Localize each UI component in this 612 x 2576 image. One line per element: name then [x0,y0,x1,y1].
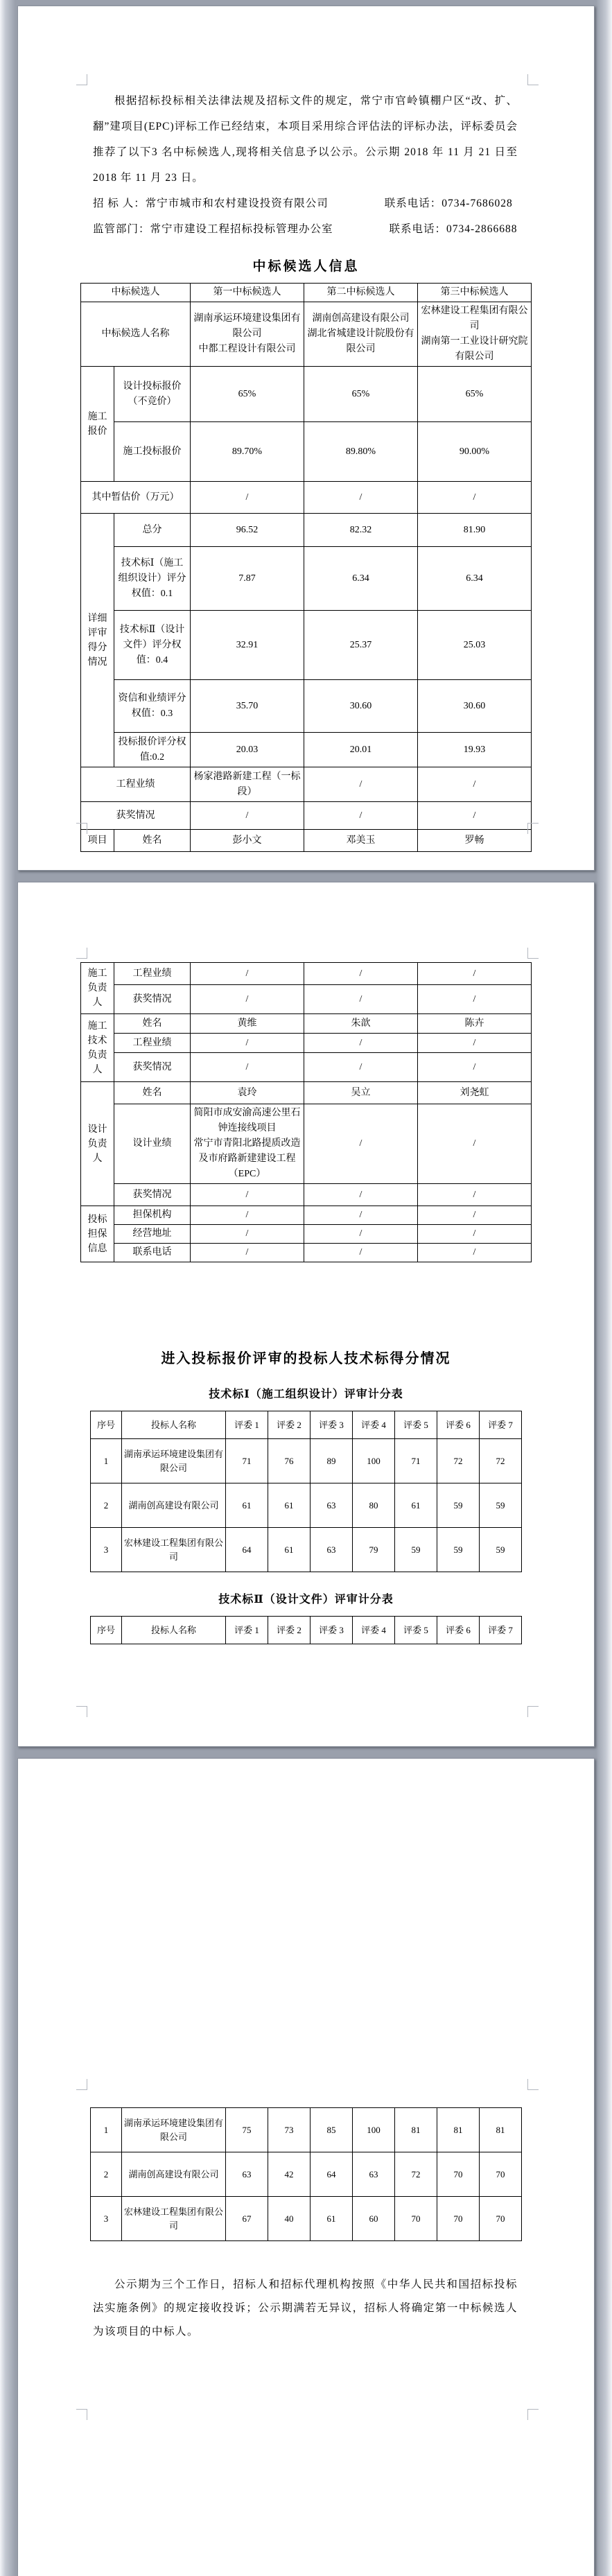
header-cell: 评委 1 [226,1617,268,1644]
score-row [91,2108,522,2152]
crop-mark-bottom-right [527,823,539,834]
label-cell: 工程业绩 [114,1034,191,1053]
value-cell: 30.60 [418,680,532,733]
regulator-line [93,216,533,242]
bidder-line [93,191,533,216]
score-cell: 80 [353,1483,395,1528]
value-cell: / [418,1184,532,1206]
value-cell: / [418,1053,532,1082]
score-cell: 70 [480,2197,522,2241]
candidates-table [80,283,532,852]
label-cell: 设计业绩 [114,1104,191,1184]
header-cell: 评委 7 [480,1411,522,1439]
group-cell: 项目 [81,830,114,852]
score-cell: 85 [311,2108,353,2152]
score-row [91,1483,522,1528]
value-cell: / [304,1053,418,1082]
score-table-2-header [90,1616,522,1644]
label-cell: 技术标Ⅱ（设计文件）评分权值：0.4 [114,611,191,680]
group-cell: 详细评审得分情况 [81,514,114,767]
score-cell: 73 [268,2108,311,2152]
value-cell: 杨家港路新建工程（一标段） [191,767,304,802]
header-cell: 投标人名称 [122,1617,226,1644]
value-cell: 黄维 [191,1014,304,1034]
value-cell: 35.70 [191,680,304,733]
value-cell: / [418,482,532,514]
value-cell: / [304,985,418,1014]
value-cell: / [191,1244,304,1262]
table-row [81,1014,532,1034]
label-cell: 获奖情况 [114,1053,191,1082]
header-cell: 评委 4 [353,1411,395,1439]
value-cell: 81.90 [418,514,532,547]
company-name: 宏林建设工程集团有限公司 [421,306,528,331]
project-name: 简阳市成安渝高速公里石钟连接线项目 [193,1108,301,1133]
label-cell: 中标候选人名称 [81,302,191,367]
table-row [81,1244,532,1262]
column-header-cell: 第三中标候选人 [418,284,532,302]
table-row [81,830,532,852]
score-cell: 3 [91,2197,122,2241]
value-cell: / [304,802,418,830]
score-cell: 42 [268,2152,311,2197]
label-cell: 获奖情况 [114,1184,191,1206]
value-cell: 89.80% [304,422,418,482]
value-cell: 90.00% [418,422,532,482]
header-cell: 序号 [91,1617,122,1644]
crop-mark-bottom-left [76,2409,87,2420]
score-cell: 59 [437,1483,480,1528]
score-cell: 61 [268,1483,311,1528]
header-cell: 评委 1 [226,1411,268,1439]
value-cell: 19.93 [418,733,532,767]
regulator-phone-label: 联系电话： [389,223,447,235]
candidate-name-cell [304,302,418,367]
table-row [81,611,532,680]
header-cell: 评委 6 [437,1617,480,1644]
value-cell: 65% [191,367,304,422]
value-cell: 20.03 [191,733,304,767]
value-cell: 邓美玉 [304,830,418,852]
table-row [81,802,532,830]
label-cell: 投标报价评分权值:0.2 [114,733,191,767]
score-cell: 40 [268,2197,311,2241]
page-3-content [18,1759,594,2344]
value-cell: / [191,1225,304,1244]
table-row [81,547,532,611]
score-table-1 [90,1411,522,1572]
score-cell: 1 [91,1439,122,1483]
label-cell: 设计投标报价（不竞价） [114,367,191,422]
label-cell: 其中暂估价（万元） [81,482,191,514]
score-cell: 59 [437,1528,480,1572]
label-cell: 姓名 [114,830,191,852]
value-cell: / [418,1034,532,1053]
value-cell: 25.37 [304,611,418,680]
score-cell: 湖南承运环境建设集团有限公司 [122,1439,226,1483]
score-table-2-title: 技术标Ⅱ（设计文件）评审计分表 [218,1594,394,1605]
crop-mark-top-right [527,74,539,85]
crop-mark-top-right [527,2079,539,2090]
label-cell: 工程业绩 [81,767,191,802]
closing-paragraph: 公示期为三个工作日，招标人和招标代理机构按照《中华人民共和国招标投标法实施条例》的规定接收投诉；公示期满若无异议，招标人将确定第一中标候选人为该项目的中标人。 [93,2279,518,2338]
score-cell: 59 [480,1483,522,1528]
value-cell: / [191,985,304,1014]
score-cell: 1 [91,2108,122,2152]
group-cell: 施工报价 [81,367,114,482]
value-cell: / [304,1225,418,1244]
label-cell: 姓名 [114,1014,191,1034]
candidate-name-cell [191,302,304,367]
score-cell: 71 [395,1439,437,1483]
value-cell: 吴立 [304,1082,418,1104]
intro-paragraph: 根据招标投标相关法律法规及招标文件的规定，常宁市官岭镇棚户区“改、扩、翻”建项目(EPC)评标工作已经结束，本项目采用综合评估法的评标办法，评标委员会推荐了以下3 名中标候选人,现将相关信息予以公示。公示期 2018 年 11 月 21 日至 2018 年 11 月 23 日。 [93,95,518,184]
candidates-table-continued [80,962,532,1262]
score-cell: 70 [437,2152,480,2197]
score-cell: 61 [226,1483,268,1528]
table-row [81,1104,532,1184]
value-cell: / [304,1244,418,1262]
header-cell: 评委 5 [395,1617,437,1644]
score-cell: 61 [395,1483,437,1528]
score-cell: 70 [395,2197,437,2241]
group-cell: 施工技术负责人 [81,1014,114,1082]
score-row [91,1439,522,1483]
value-cell: 袁玲 [191,1082,304,1104]
label-cell: 施工投标报价 [114,422,191,482]
crop-mark-top-left [76,2079,87,2090]
value-cell: 82.32 [304,514,418,547]
table-row [81,733,532,767]
score-cell: 72 [437,1439,480,1483]
score-section-heading: 进入投标报价评审的投标人技术标得分情况 [161,1351,451,1366]
crop-mark-top-left [76,948,87,959]
page-3[interactable] [17,1758,595,2576]
candidates-table-title: 中标候选人信息 [252,259,360,274]
score-cell: 67 [226,2197,268,2241]
value-cell: / [418,802,532,830]
score-cell: 100 [353,2108,395,2152]
score-cell: 81 [395,2108,437,2152]
value-cell: / [191,963,304,985]
crop-mark-bottom-right [527,1706,539,1717]
table-row [81,367,532,422]
value-cell: 20.01 [304,733,418,767]
score-cell: 宏林建设工程集团有限公司 [122,2197,226,2241]
header-cell: 评委 2 [268,1411,311,1439]
page-1[interactable] [17,6,595,871]
page-1-content [18,6,594,852]
bidder-phone-label: 联系电话： [384,198,442,209]
value-cell: / [304,1034,418,1053]
value-cell: 30.60 [304,680,418,733]
score-cell: 81 [480,2108,522,2152]
regulator-phone: 0734-2866688 [446,223,518,235]
page-2-content [18,882,594,1644]
value-cell: / [418,1225,532,1244]
score-cell: 60 [353,2197,395,2241]
value-cell: 6.34 [304,547,418,611]
value-cell: 89.70% [191,422,304,482]
company-name: 湖南承运环境建设集团有限公司 [193,313,301,339]
value-cell: 65% [304,367,418,422]
score-cell: 63 [353,2152,395,2197]
company-name: 湖南创高建设有限公司 [312,313,410,324]
score-row [91,1528,522,1572]
value-cell: / [304,1184,418,1206]
value-cell: 25.03 [418,611,532,680]
project-name: 常宁市青阳北路提质改造及市府路新建建设工程（EPC） [193,1138,301,1179]
crop-mark-top-right [527,948,539,959]
table-row [81,1225,532,1244]
score-cell: 2 [91,2152,122,2197]
value-cell: / [191,1034,304,1053]
label-cell: 获奖情况 [114,985,191,1014]
value-cell: / [191,1184,304,1206]
score-cell: 64 [311,2152,353,2197]
column-header-cell: 第一中标候选人 [191,284,304,302]
group-cell: 设计负责人 [81,1082,114,1206]
value-cell: / [304,963,418,985]
column-header-cell: 第二中标候选人 [304,284,418,302]
score-table-1-title: 技术标Ⅰ（施工组织设计）评审计分表 [209,1389,403,1400]
table-row [81,1082,532,1104]
label-cell: 工程业绩 [114,963,191,985]
header-cell: 评委 3 [311,1617,353,1644]
value-cell [191,1104,304,1184]
company-name: 湖南第一工业设计研究院有限公司 [421,336,528,362]
value-cell: 6.34 [418,547,532,611]
score-cell: 61 [268,1528,311,1572]
value-cell: / [418,1104,532,1184]
value-cell: / [418,963,532,985]
table-row [81,767,532,802]
score-header-row [91,1617,522,1644]
header-cell: 投标人名称 [122,1411,226,1439]
score-cell: 59 [480,1528,522,1572]
score-row [91,2197,522,2241]
table-row [81,680,532,733]
score-cell: 81 [437,2108,480,2152]
table-row [81,1206,532,1225]
table-row [81,963,532,985]
label-cell: 获奖情况 [81,802,191,830]
crop-mark-bottom-left [76,1706,87,1717]
table-row [81,514,532,547]
candidate-name-cell [418,302,532,367]
table-row [81,302,532,367]
score-cell: 2 [91,1483,122,1528]
label-cell: 总分 [114,514,191,547]
value-cell: 陈卉 [418,1014,532,1034]
score-cell: 64 [226,1528,268,1572]
table-row [81,1034,532,1053]
score-cell: 75 [226,2108,268,2152]
corner-cell: 中标候选人 [81,284,191,302]
company-name: 中都工程设计有限公司 [198,344,296,354]
value-cell: 彭小文 [191,830,304,852]
label-cell: 联系电话 [114,1244,191,1262]
header-cell: 评委 5 [395,1411,437,1439]
score-cell: 79 [353,1528,395,1572]
bidder-name: 常宁市城市和农村建设投资有限公司 [145,198,329,209]
group-cell: 施工负责人 [81,963,114,1014]
value-cell: / [191,1053,304,1082]
header-cell: 序号 [91,1411,122,1439]
score-cell: 72 [395,2152,437,2197]
header-cell: 评委 7 [480,1617,522,1644]
crop-mark-bottom-left [76,823,87,834]
score-header-row [91,1411,522,1439]
crop-mark-bottom-right [527,2409,539,2420]
value-cell: / [304,767,418,802]
table-row [81,1053,532,1082]
value-cell: 朱歆 [304,1014,418,1034]
score-cell: 湖南承运环境建设集团有限公司 [122,2108,226,2152]
page-2[interactable] [17,882,595,1747]
group-cell: 投标担保信息 [81,1206,114,1262]
score-cell: 100 [353,1439,395,1483]
score-cell: 宏林建设工程集团有限公司 [122,1528,226,1572]
value-cell: 32.91 [191,611,304,680]
score-cell: 63 [311,1483,353,1528]
bidder-label: 招 标 人： [93,198,146,209]
score-cell: 72 [480,1439,522,1483]
table-row [81,284,532,302]
label-cell: 姓名 [114,1082,191,1104]
crop-mark-top-left [76,74,87,85]
label-cell: 担保机构 [114,1206,191,1225]
bidder-phone: 0734-7686028 [441,198,513,209]
value-cell: / [191,482,304,514]
value-cell: 刘尧虹 [418,1082,532,1104]
value-cell: / [418,767,532,802]
value-cell: 7.87 [191,547,304,611]
value-cell: / [418,1206,532,1225]
score-cell: 湖南创高建设有限公司 [122,2152,226,2197]
label-cell: 技术标Ⅰ（施工组织设计）评分权值：0.1 [114,547,191,611]
value-cell: / [418,1244,532,1262]
score-row [91,2152,522,2197]
score-cell: 89 [311,1439,353,1483]
table-row [81,482,532,514]
value-cell: / [191,802,304,830]
regulator-label: 监管部门： [93,223,150,235]
value-cell: / [304,1206,418,1225]
score-cell: 61 [311,2197,353,2241]
table-row [81,985,532,1014]
value-cell: 96.52 [191,514,304,547]
header-cell: 评委 6 [437,1411,480,1439]
score-cell: 59 [395,1528,437,1572]
score-cell: 71 [226,1439,268,1483]
header-cell: 评委 3 [311,1411,353,1439]
value-cell: 65% [418,367,532,422]
score-cell: 76 [268,1439,311,1483]
score-cell: 63 [226,2152,268,2197]
score-cell: 湖南创高建设有限公司 [122,1483,226,1528]
value-cell: / [304,1104,418,1184]
header-cell: 评委 2 [268,1617,311,1644]
table-row [81,422,532,482]
regulator-name: 常宁市建设工程招标投标管理办公室 [150,223,333,235]
score-cell: 63 [311,1528,353,1572]
score-cell: 70 [437,2197,480,2241]
label-cell: 经营地址 [114,1225,191,1244]
header-cell: 评委 4 [353,1617,395,1644]
value-cell: / [304,482,418,514]
value-cell: 罗畅 [418,830,532,852]
score-table-2-continued [90,2107,522,2241]
value-cell: / [418,985,532,1014]
table-row [81,1184,532,1206]
score-cell: 3 [91,1528,122,1572]
label-cell: 资信和业绩评分权值：0.3 [114,680,191,733]
value-cell: / [191,1206,304,1225]
company-name: 湖北省城建设计院股份有限公司 [307,329,414,354]
score-cell: 70 [480,2152,522,2197]
